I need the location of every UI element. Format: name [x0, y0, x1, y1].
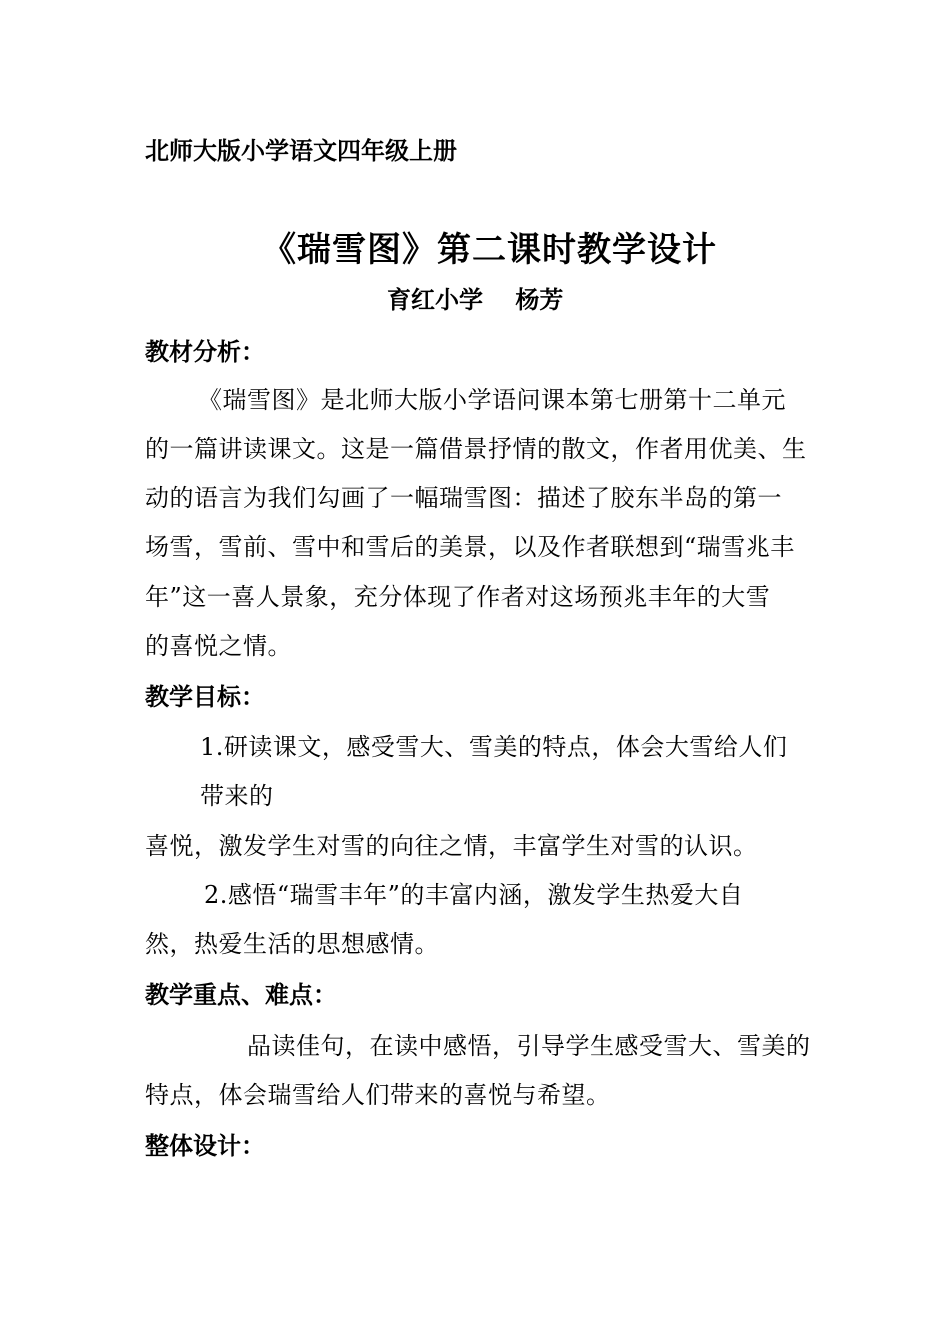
author-line: 育红小学 杨芳 — [387, 286, 564, 314]
analysis-paragraph-line: 动的语言为我们勾画了一幅瑞雪图：描述了胶东半岛的第一 — [145, 484, 782, 512]
textbook-label: 北师大版小学语文四年级上册 — [145, 137, 457, 165]
analysis-paragraph-line: 场雪，雪前、雪中和雪后的美景，以及作者联想到“瑞雪兆丰 — [145, 533, 795, 561]
goal-item-line: 然，热爱生活的思想感情。 — [145, 930, 439, 958]
analysis-paragraph-line: 的喜悦之情。 — [145, 632, 292, 660]
analysis-paragraph-line: 《瑞雪图》是北师大版小学语问课本第七册第十二单元 — [198, 386, 786, 414]
goal-item-line: 2.感悟“瑞雪丰年”的丰富内涵，激发学生热爱大自 — [204, 881, 744, 909]
section-heading-overall: 整体设计： — [145, 1132, 265, 1160]
goal-item-line: 喜悦，激发学生对雪的向往之情，丰富学生对雪的认识。 — [145, 832, 758, 860]
analysis-paragraph-line: 的一篇讲读课文。这是一篇借景抒情的散文，作者用优美、生 — [145, 435, 807, 463]
page-title: 《瑞雪图》第二课时教学设计 — [262, 230, 717, 270]
goal-item-line: 带来的 — [200, 782, 274, 810]
section-heading-goals: 教学目标： — [145, 683, 265, 711]
keypoints-paragraph-line: 特点，体会瑞雪给人们带来的喜悦与希望。 — [145, 1081, 611, 1109]
section-heading-analysis: 教材分析： — [145, 338, 265, 366]
analysis-paragraph-line: 年”这一喜人景象，充分体现了作者对这场预兆丰年的大雪 — [145, 583, 771, 611]
keypoints-paragraph-line: 品读佳句，在读中感悟，引导学生感受雪大、雪美的 — [247, 1032, 811, 1060]
section-heading-keypoints: 教学重点、难点： — [145, 981, 337, 1009]
goal-item-line: 1.研读课文，感受雪大、雪美的特点，体会大雪给人们 — [200, 733, 788, 761]
